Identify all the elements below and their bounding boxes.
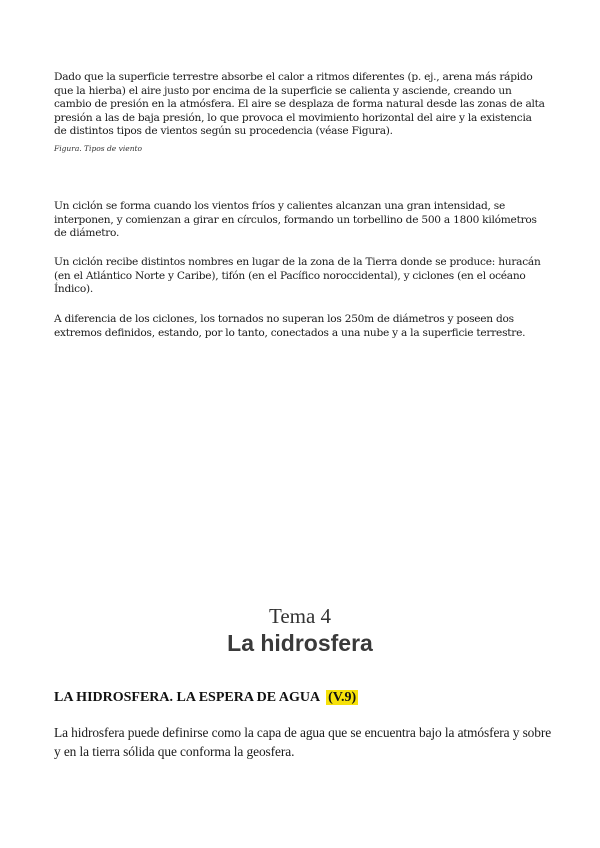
video-badge[interactable]: (V.9): [328, 690, 357, 705]
figure-caption: Figura. Tipos de viento: [54, 144, 143, 153]
section-heading-text: LA HIDROSFERA. LA ESPERA DE AGUA: [54, 690, 321, 705]
paragraph-presion-vientos: Dado que la superficie terrestre absorbe el calor a ritmos diferentes (p. ej., arena más rápido que la hierba) el aire justo por encima de la superficie se calienta y asciende, creando un cambio de presión en la atmósfera. El aire se desplaza de forma natural desde las zonas de alta presión a las de baja presión, lo que provoca el movimiento horizontal del aire y la existencia de distintos tipos de vientos según su procedencia (véase Figura).: [54, 71, 545, 137]
section-body: La hidrosfera puede definirse como la capa de agua que se encuentra bajo la atmósfera y sobre y en la tierra sólida que conforma la geosfera.: [54, 725, 552, 759]
paragraph-ciclon-nombres: Un ciclón recibe distintos nombres en lugar de la zona de la Tierra donde se produce: huracán (en el Atlántico Norte y Caribe), tifón (en el Pacífico noroccidental), y ciclones (en el océano Índico).: [54, 256, 541, 295]
section-heading: [54, 689, 358, 707]
paragraph-ciclon-formacion: Un ciclón se forma cuando los vientos fríos y calientes alcanzan una gran intensidad, se interponen, y comienzan a girar en círculos, formando un torbellino de 500 a 1800 kilómetros de diámetro.: [54, 200, 537, 239]
paragraph-tornados: A diferencia de los ciclones, los tornados no superan los 250m de diámetros y poseen dos extremos definidos, estando, por lo tanto, conectados a una nube y a la superficie terrestre.: [54, 313, 526, 339]
chapter-number: Tema 4: [268, 604, 332, 628]
chapter-title: La hidrosfera: [227, 630, 373, 656]
